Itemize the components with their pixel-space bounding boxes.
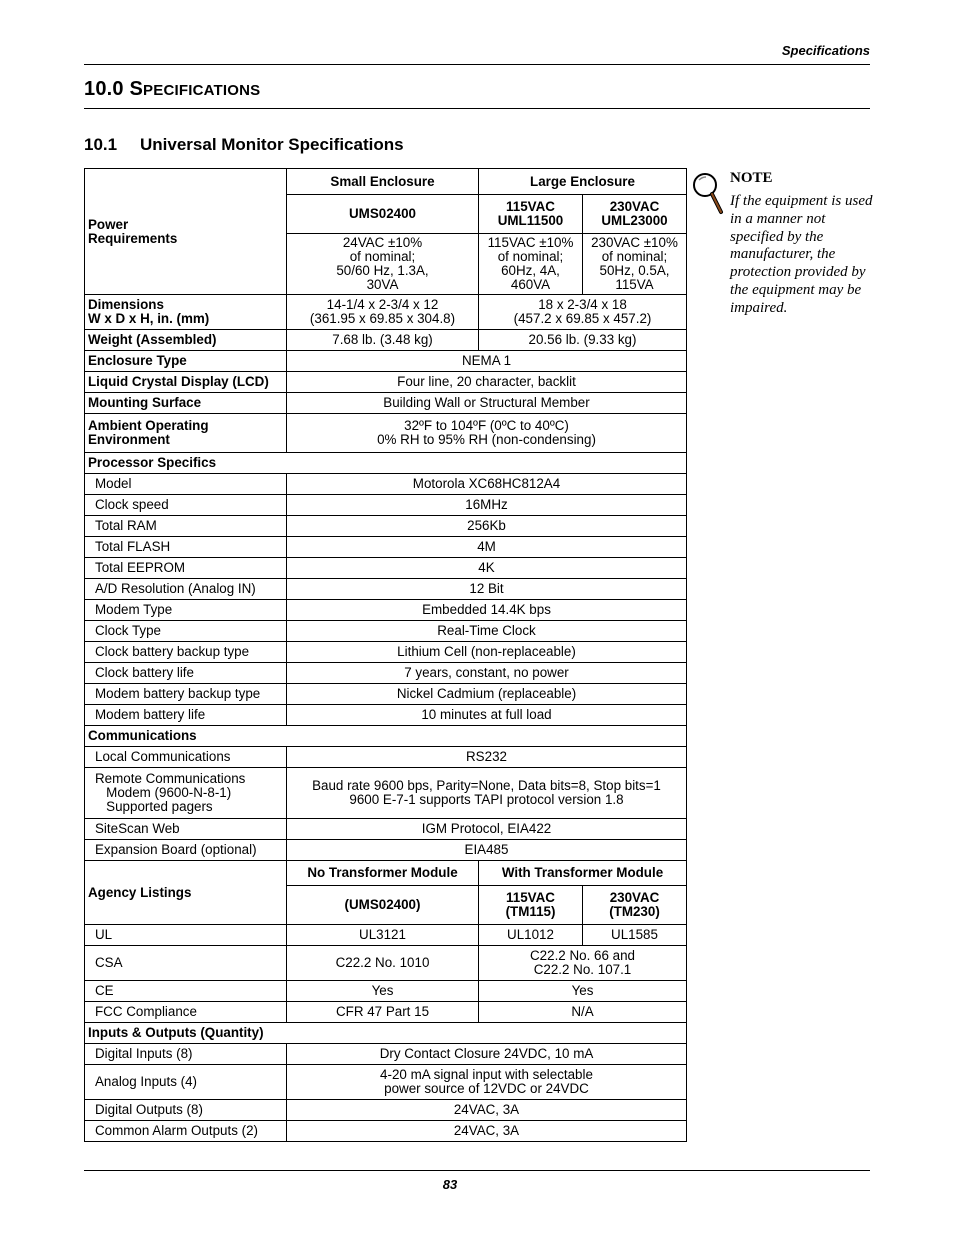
lcd-label: Liquid Crystal Display (LCD) (85, 372, 287, 393)
spec-table (84, 168, 687, 1142)
local-comm-value: RS232 (287, 747, 687, 768)
dimensions-large: 18 x 2-3/4 x 18 (457.2 x 69.85 x 457.2) (479, 295, 687, 330)
header-rule (84, 64, 870, 65)
section-title-rest: PECIFICATIONS (143, 82, 261, 99)
dimensions-label: Dimensions W x D x H, in. (mm) (85, 295, 287, 330)
processor-label: Clock battery life (85, 663, 287, 684)
section-title-initial: S (129, 78, 144, 100)
processor-label: Clock speed (85, 495, 287, 516)
digital-outputs-value: 24VAC, 3A (287, 1100, 687, 1121)
sitescan-label: SiteScan Web (85, 819, 287, 840)
processor-value: Motorola XC68HC812A4 (287, 474, 687, 495)
digital-outputs-label: Digital Outputs (8) (85, 1100, 287, 1121)
subsection-title-text: Universal Monitor Specifications (140, 135, 404, 154)
model-uml11500: 115VAC UML11500 (479, 195, 583, 234)
agency-model-tm115: 115VAC (TM115) (479, 886, 583, 925)
fcc-value: CFR 47 Part 15 (287, 1002, 479, 1023)
common-alarm-value: 24VAC, 3A (287, 1121, 687, 1142)
processor-value: Nickel Cadmium (replaceable) (287, 684, 687, 705)
magnifying-glass-icon (690, 172, 726, 216)
processor-label: Modem Type (85, 600, 287, 621)
processor-value: 12 Bit (287, 579, 687, 600)
ce-label: CE (85, 981, 287, 1002)
power-small: 24VAC ±10% of nominal; 50/60 Hz, 1.3A, 30VA (287, 234, 479, 295)
analog-inputs-label: Analog Inputs (4) (85, 1065, 287, 1100)
note-title: NOTE (730, 170, 773, 186)
csa-label: CSA (85, 946, 287, 981)
communications-section-header: Communications (85, 726, 687, 747)
note-text: If the equipment is used in a manner not specified by the manufacturer, the protection provided by the equipment may be impaired. (730, 193, 873, 316)
power-115: 115VAC ±10% of nominal; 60Hz, 4A, 460VA (479, 234, 583, 295)
processor-label: Total EEPROM (85, 558, 287, 579)
processor-value: 4M (287, 537, 687, 558)
processor-label: Model (85, 474, 287, 495)
processor-label: Modem battery backup type (85, 684, 287, 705)
enclosure-type-label: Enclosure Type (85, 351, 287, 372)
weight-small: 7.68 lb. (3.48 kg) (287, 330, 479, 351)
remote-comm-label: Remote Communications Modem (9600-N-8-1) Supported pagers (85, 768, 287, 819)
agency-model-tm230: 230VAC (TM230) (583, 886, 687, 925)
lcd-value: Four line, 20 character, backlit (287, 372, 687, 393)
csa-value: C22.2 No. 1010 (287, 946, 479, 981)
expansion-label: Expansion Board (optional) (85, 840, 287, 861)
ambient-value: 32ºF to 104ºF (0ºC to 40ºC) 0% RH to 95% RH (non-condensing) (287, 414, 687, 453)
footer-rule (84, 1170, 870, 1171)
processor-label: Clock Type (85, 621, 287, 642)
large-enclosure-header: Large Enclosure (479, 169, 687, 195)
processor-value: 10 minutes at full load (287, 705, 687, 726)
processor-label: Total RAM (85, 516, 287, 537)
ce-value: Yes (479, 981, 687, 1002)
processor-label: Modem battery life (85, 705, 287, 726)
processor-value: Embedded 14.4K bps (287, 600, 687, 621)
mounting-value: Building Wall or Structural Member (287, 393, 687, 414)
ambient-label: Ambient Operating Environment (85, 414, 287, 453)
processor-label: A/D Resolution (Analog IN) (85, 579, 287, 600)
processor-value: Lithium Cell (non-replaceable) (287, 642, 687, 663)
ul-value: UL3121 (287, 925, 479, 946)
small-enclosure-header: Small Enclosure (287, 169, 479, 195)
weight-large: 20.56 lb. (9.33 kg) (479, 330, 687, 351)
digital-inputs-label: Digital Inputs (8) (85, 1044, 287, 1065)
mounting-label: Mounting Surface (85, 393, 287, 414)
fcc-value: N/A (479, 1002, 687, 1023)
with-transformer-header: With Transformer Module (479, 861, 687, 886)
running-head: Specifications (781, 43, 870, 58)
ul-value: UL1012 (479, 925, 583, 946)
agency-model-ums: (UMS02400) (287, 886, 479, 925)
expansion-value: EIA485 (287, 840, 687, 861)
processor-section-header: Processor Specifics (85, 453, 687, 474)
processor-value: 16MHz (287, 495, 687, 516)
model-uml23000: 230VAC UML23000 (583, 195, 687, 234)
processor-value: 7 years, constant, no power (287, 663, 687, 684)
no-transformer-header: No Transformer Module (287, 861, 479, 886)
power-label: Power Requirements (85, 169, 287, 295)
agency-listings-label: Agency Listings (85, 861, 287, 925)
sitescan-value: IGM Protocol, EIA422 (287, 819, 687, 840)
processor-value: Real-Time Clock (287, 621, 687, 642)
section-title (84, 78, 260, 101)
io-section-header: Inputs & Outputs (Quantity) (85, 1023, 687, 1044)
fcc-label: FCC Compliance (85, 1002, 287, 1023)
csa-value: C22.2 No. 66 and C22.2 No. 107.1 (479, 946, 687, 981)
digital-inputs-value: Dry Contact Closure 24VDC, 10 mA (287, 1044, 687, 1065)
analog-inputs-value: 4-20 mA signal input with selectable power source of 12VDC or 24VDC (287, 1065, 687, 1100)
power-230: 230VAC ±10% of nominal; 50Hz, 0.5A, 115VA (583, 234, 687, 295)
processor-value: 256Kb (287, 516, 687, 537)
enclosure-type-value: NEMA 1 (287, 351, 687, 372)
section-number: 10.0 (84, 78, 124, 100)
remote-comm-value: Baud rate 9600 bps, Parity=None, Data bits=8, Stop bits=1 9600 E-7-1 supports TAPI protocol version 1.8 (287, 768, 687, 819)
ul-value: UL1585 (583, 925, 687, 946)
ce-value: Yes (287, 981, 479, 1002)
processor-label: Clock battery backup type (85, 642, 287, 663)
dimensions-small: 14-1/4 x 2-3/4 x 12 (361.95 x 69.85 x 304.8) (287, 295, 479, 330)
section-rule (84, 108, 870, 109)
subsection-number: 10.1 (84, 135, 118, 154)
page-number: 83 (442, 1177, 458, 1192)
weight-label: Weight (Assembled) (85, 330, 287, 351)
subsection-title (84, 135, 404, 155)
model-ums02400: UMS02400 (287, 195, 479, 234)
processor-label: Total FLASH (85, 537, 287, 558)
processor-value: 4K (287, 558, 687, 579)
common-alarm-label: Common Alarm Outputs (2) (85, 1121, 287, 1142)
ul-label: UL (85, 925, 287, 946)
local-comm-label: Local Communications (85, 747, 287, 768)
